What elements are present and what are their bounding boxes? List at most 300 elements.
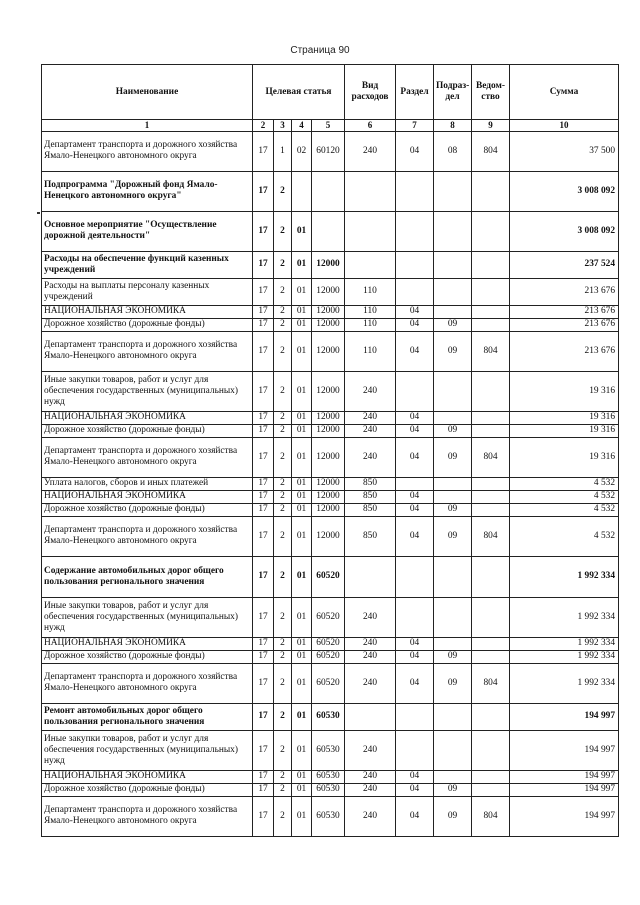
expense-type bbox=[345, 211, 396, 251]
amount: 1 992 334 bbox=[510, 597, 619, 637]
program-code: 17 bbox=[253, 637, 274, 650]
department-code bbox=[472, 171, 510, 211]
activity-code: 01 bbox=[292, 424, 312, 437]
subprogram-code: 2 bbox=[274, 477, 292, 490]
amount: 213 676 bbox=[510, 331, 619, 371]
direction-code: 60530 bbox=[312, 783, 345, 796]
header-expense-type: Вид расходов bbox=[345, 65, 396, 120]
program-code: 17 bbox=[253, 477, 274, 490]
column-number: 1 bbox=[42, 120, 253, 132]
amount: 213 676 bbox=[510, 318, 619, 331]
subsection-code: 09 bbox=[434, 663, 472, 703]
column-number: 7 bbox=[396, 120, 434, 132]
subprogram-code: 2 bbox=[274, 305, 292, 318]
program-code: 17 bbox=[253, 503, 274, 516]
subprogram-code: 2 bbox=[274, 318, 292, 331]
section-code: 04 bbox=[396, 331, 434, 371]
row-name: Дорожное хозяйство (дорожные фонды) bbox=[42, 503, 253, 516]
subsection-code: 09 bbox=[434, 503, 472, 516]
program-code: 17 bbox=[253, 703, 274, 730]
section-code: 04 bbox=[396, 411, 434, 424]
table-row bbox=[42, 211, 619, 251]
section-code bbox=[396, 371, 434, 411]
table-row bbox=[42, 730, 619, 770]
subsection-code: 08 bbox=[434, 131, 472, 171]
column-number: 6 bbox=[345, 120, 396, 132]
expense-type: 240 bbox=[345, 783, 396, 796]
activity-code: 01 bbox=[292, 278, 312, 305]
row-name: НАЦИОНАЛЬНАЯ ЭКОНОМИКА bbox=[42, 490, 253, 503]
column-number: 4 bbox=[292, 120, 312, 132]
section-code bbox=[396, 171, 434, 211]
activity-code: 01 bbox=[292, 770, 312, 783]
column-number: 10 bbox=[510, 120, 619, 132]
table-row bbox=[42, 251, 619, 278]
direction-code: 60520 bbox=[312, 650, 345, 663]
row-name: Ремонт автомобильных дорог общего пользования регионального значения bbox=[42, 703, 253, 730]
subprogram-code: 2 bbox=[274, 703, 292, 730]
expense-type: 240 bbox=[345, 796, 396, 836]
row-name: Иные закупки товаров, работ и услуг для обеспечения государственных (муниципальных) нужд bbox=[42, 730, 253, 770]
page-number: Страница 90 bbox=[290, 45, 350, 56]
subsection-code bbox=[434, 251, 472, 278]
subprogram-code: 2 bbox=[274, 650, 292, 663]
subprogram-code: 2 bbox=[274, 730, 292, 770]
expense-type: 850 bbox=[345, 503, 396, 516]
expense-type bbox=[345, 703, 396, 730]
subprogram-code: 2 bbox=[274, 490, 292, 503]
department-code bbox=[472, 770, 510, 783]
subprogram-code: 2 bbox=[274, 424, 292, 437]
activity-code: 01 bbox=[292, 516, 312, 556]
department-code: 804 bbox=[472, 663, 510, 703]
expense-type: 850 bbox=[345, 477, 396, 490]
amount: 19 316 bbox=[510, 437, 619, 477]
table-row bbox=[42, 503, 619, 516]
program-code: 17 bbox=[253, 278, 274, 305]
subprogram-code: 2 bbox=[274, 663, 292, 703]
table-row bbox=[42, 331, 619, 371]
amount: 3 008 092 bbox=[510, 211, 619, 251]
subprogram-code: 2 bbox=[274, 371, 292, 411]
table-row bbox=[42, 371, 619, 411]
header-sum: Сумма bbox=[510, 65, 619, 120]
expense-type: 240 bbox=[345, 597, 396, 637]
department-code bbox=[472, 703, 510, 730]
department-code bbox=[472, 305, 510, 318]
row-name: Департамент транспорта и дорожного хозяйства Ямало-Ненецкого автономного округа bbox=[42, 331, 253, 371]
table-row bbox=[42, 770, 619, 783]
section-code: 04 bbox=[396, 650, 434, 663]
scan-mark bbox=[37, 212, 40, 214]
column-number: 8 bbox=[434, 120, 472, 132]
amount: 4 532 bbox=[510, 477, 619, 490]
expense-type: 850 bbox=[345, 490, 396, 503]
program-code: 17 bbox=[253, 331, 274, 371]
subprogram-code: 2 bbox=[274, 211, 292, 251]
expense-type: 240 bbox=[345, 371, 396, 411]
program-code: 17 bbox=[253, 663, 274, 703]
column-number: 5 bbox=[312, 120, 345, 132]
activity-code: 01 bbox=[292, 703, 312, 730]
subsection-code bbox=[434, 490, 472, 503]
expense-type: 240 bbox=[345, 730, 396, 770]
section-code bbox=[396, 278, 434, 305]
program-code: 17 bbox=[253, 556, 274, 597]
activity-code bbox=[292, 171, 312, 211]
program-code: 17 bbox=[253, 411, 274, 424]
row-name: Департамент транспорта и дорожного хозяйства Ямало-Ненецкого автономного округа bbox=[42, 516, 253, 556]
subsection-code: 09 bbox=[434, 650, 472, 663]
subsection-code bbox=[434, 730, 472, 770]
direction-code: 60520 bbox=[312, 663, 345, 703]
subsection-code: 09 bbox=[434, 424, 472, 437]
header-subsection: Подраз-дел bbox=[434, 65, 472, 120]
direction-code: 12000 bbox=[312, 305, 345, 318]
direction-code: 60530 bbox=[312, 796, 345, 836]
amount: 237 524 bbox=[510, 251, 619, 278]
department-code bbox=[472, 477, 510, 490]
amount: 4 532 bbox=[510, 503, 619, 516]
program-code: 17 bbox=[253, 730, 274, 770]
subsection-code: 09 bbox=[434, 783, 472, 796]
department-code bbox=[472, 211, 510, 251]
section-code: 04 bbox=[396, 318, 434, 331]
direction-code: 12000 bbox=[312, 424, 345, 437]
table-row bbox=[42, 783, 619, 796]
subsection-code: 09 bbox=[434, 331, 472, 371]
section-code: 04 bbox=[396, 305, 434, 318]
direction-code: 12000 bbox=[312, 371, 345, 411]
row-name: Департамент транспорта и дорожного хозяйства Ямало-Ненецкого автономного округа bbox=[42, 437, 253, 477]
row-name: Департамент транспорта и дорожного хозяйства Ямало-Ненецкого автономного округа bbox=[42, 131, 253, 171]
section-code: 04 bbox=[396, 424, 434, 437]
program-code: 17 bbox=[253, 437, 274, 477]
amount: 213 676 bbox=[510, 278, 619, 305]
subprogram-code: 2 bbox=[274, 278, 292, 305]
expense-type: 110 bbox=[345, 318, 396, 331]
subsection-code bbox=[434, 411, 472, 424]
subprogram-code: 2 bbox=[274, 770, 292, 783]
section-code: 04 bbox=[396, 783, 434, 796]
table-row bbox=[42, 663, 619, 703]
direction-code: 12000 bbox=[312, 437, 345, 477]
activity-code: 01 bbox=[292, 251, 312, 278]
column-number-row bbox=[42, 120, 619, 132]
program-code: 17 bbox=[253, 770, 274, 783]
direction-code: 12000 bbox=[312, 490, 345, 503]
subsection-code bbox=[434, 597, 472, 637]
row-name: НАЦИОНАЛЬНАЯ ЭКОНОМИКА bbox=[42, 770, 253, 783]
activity-code: 02 bbox=[292, 131, 312, 171]
amount: 194 997 bbox=[510, 783, 619, 796]
section-code: 04 bbox=[396, 503, 434, 516]
subprogram-code: 2 bbox=[274, 556, 292, 597]
column-number: 9 bbox=[472, 120, 510, 132]
table-row bbox=[42, 796, 619, 836]
expense-type bbox=[345, 251, 396, 278]
table-row bbox=[42, 411, 619, 424]
activity-code: 01 bbox=[292, 730, 312, 770]
direction-code: 60120 bbox=[312, 131, 345, 171]
column-number: 2 bbox=[253, 120, 274, 132]
expense-type bbox=[345, 556, 396, 597]
row-name: Подпрограмма "Дорожный фонд Ямало-Ненецкого автономного округа" bbox=[42, 171, 253, 211]
table-row bbox=[42, 490, 619, 503]
subsection-code bbox=[434, 305, 472, 318]
subsection-code bbox=[434, 371, 472, 411]
subprogram-code: 2 bbox=[274, 637, 292, 650]
row-name: НАЦИОНАЛЬНАЯ ЭКОНОМИКА bbox=[42, 637, 253, 650]
activity-code: 01 bbox=[292, 783, 312, 796]
program-code: 17 bbox=[253, 516, 274, 556]
table-row bbox=[42, 556, 619, 597]
department-code: 804 bbox=[472, 331, 510, 371]
expense-type: 240 bbox=[345, 411, 396, 424]
header-section: Раздел bbox=[396, 65, 434, 120]
table-row bbox=[42, 424, 619, 437]
subsection-code bbox=[434, 703, 472, 730]
subsection-code: 09 bbox=[434, 437, 472, 477]
row-name: Дорожное хозяйство (дорожные фонды) bbox=[42, 318, 253, 331]
amount: 3 008 092 bbox=[510, 171, 619, 211]
program-code: 17 bbox=[253, 424, 274, 437]
program-code: 17 bbox=[253, 171, 274, 211]
section-code: 04 bbox=[396, 490, 434, 503]
program-code: 17 bbox=[253, 318, 274, 331]
department-code bbox=[472, 318, 510, 331]
amount: 19 316 bbox=[510, 424, 619, 437]
row-name: Департамент транспорта и дорожного хозяйства Ямало-Ненецкого автономного округа bbox=[42, 796, 253, 836]
section-code: 04 bbox=[396, 796, 434, 836]
section-code bbox=[396, 597, 434, 637]
activity-code: 01 bbox=[292, 650, 312, 663]
table-row bbox=[42, 305, 619, 318]
expense-type: 240 bbox=[345, 770, 396, 783]
expense-type: 240 bbox=[345, 424, 396, 437]
section-code: 04 bbox=[396, 637, 434, 650]
direction-code: 60530 bbox=[312, 730, 345, 770]
table-row bbox=[42, 637, 619, 650]
row-name: Основное мероприятие "Осуществление дорожной деятельности" bbox=[42, 211, 253, 251]
activity-code: 01 bbox=[292, 503, 312, 516]
table-row bbox=[42, 516, 619, 556]
direction-code: 12000 bbox=[312, 516, 345, 556]
column-number: 3 bbox=[274, 120, 292, 132]
direction-code: 60530 bbox=[312, 770, 345, 783]
activity-code: 01 bbox=[292, 437, 312, 477]
direction-code: 12000 bbox=[312, 331, 345, 371]
activity-code: 01 bbox=[292, 637, 312, 650]
table-row bbox=[42, 650, 619, 663]
direction-code: 12000 bbox=[312, 503, 345, 516]
direction-code: 12000 bbox=[312, 477, 345, 490]
program-code: 17 bbox=[253, 490, 274, 503]
subprogram-code: 2 bbox=[274, 251, 292, 278]
subprogram-code: 2 bbox=[274, 171, 292, 211]
row-name: НАЦИОНАЛЬНАЯ ЭКОНОМИКА bbox=[42, 411, 253, 424]
amount: 4 532 bbox=[510, 516, 619, 556]
direction-code: 60520 bbox=[312, 597, 345, 637]
table-row bbox=[42, 278, 619, 305]
direction-code: 12000 bbox=[312, 251, 345, 278]
row-name: Расходы на обеспечение функций казенных учреждений bbox=[42, 251, 253, 278]
expense-type: 110 bbox=[345, 305, 396, 318]
department-code bbox=[472, 556, 510, 597]
activity-code: 01 bbox=[292, 411, 312, 424]
department-code bbox=[472, 371, 510, 411]
section-code: 04 bbox=[396, 770, 434, 783]
department-code bbox=[472, 424, 510, 437]
subprogram-code: 2 bbox=[274, 783, 292, 796]
row-name: НАЦИОНАЛЬНАЯ ЭКОНОМИКА bbox=[42, 305, 253, 318]
subprogram-code: 2 bbox=[274, 503, 292, 516]
budget-table bbox=[41, 64, 619, 837]
section-code: 04 bbox=[396, 131, 434, 171]
row-name: Департамент транспорта и дорожного хозяйства Ямало-Ненецкого автономного округа bbox=[42, 663, 253, 703]
row-name: Содержание автомобильных дорог общего пользования регионального значения bbox=[42, 556, 253, 597]
section-code bbox=[396, 251, 434, 278]
expense-type: 110 bbox=[345, 331, 396, 371]
row-name: Дорожное хозяйство (дорожные фонды) bbox=[42, 650, 253, 663]
subsection-code bbox=[434, 278, 472, 305]
subprogram-code: 2 bbox=[274, 437, 292, 477]
section-code bbox=[396, 703, 434, 730]
row-name: Иные закупки товаров, работ и услуг для обеспечения государственных (муниципальных) нужд bbox=[42, 371, 253, 411]
subsection-code: 09 bbox=[434, 516, 472, 556]
section-code bbox=[396, 477, 434, 490]
expense-type: 850 bbox=[345, 516, 396, 556]
activity-code: 01 bbox=[292, 556, 312, 597]
amount: 194 997 bbox=[510, 770, 619, 783]
subsection-code bbox=[434, 477, 472, 490]
activity-code: 01 bbox=[292, 597, 312, 637]
direction-code bbox=[312, 171, 345, 211]
row-name: Расходы на выплаты персоналу казенных учреждений bbox=[42, 278, 253, 305]
direction-code: 12000 bbox=[312, 411, 345, 424]
activity-code: 01 bbox=[292, 490, 312, 503]
program-code: 17 bbox=[253, 796, 274, 836]
table-row bbox=[42, 131, 619, 171]
activity-code: 01 bbox=[292, 305, 312, 318]
program-code: 17 bbox=[253, 305, 274, 318]
direction-code: 60530 bbox=[312, 703, 345, 730]
subsection-code bbox=[434, 556, 472, 597]
subsection-code: 09 bbox=[434, 318, 472, 331]
department-code: 804 bbox=[472, 796, 510, 836]
program-code: 17 bbox=[253, 251, 274, 278]
activity-code: 01 bbox=[292, 477, 312, 490]
amount: 194 997 bbox=[510, 703, 619, 730]
program-code: 17 bbox=[253, 597, 274, 637]
amount: 4 532 bbox=[510, 490, 619, 503]
program-code: 17 bbox=[253, 131, 274, 171]
direction-code: 12000 bbox=[312, 318, 345, 331]
header-department: Ведом-ство bbox=[472, 65, 510, 120]
table-row bbox=[42, 171, 619, 211]
subsection-code bbox=[434, 637, 472, 650]
department-code: 804 bbox=[472, 437, 510, 477]
activity-code: 01 bbox=[292, 331, 312, 371]
department-code bbox=[472, 503, 510, 516]
department-code bbox=[472, 650, 510, 663]
department-code bbox=[472, 278, 510, 305]
activity-code: 01 bbox=[292, 371, 312, 411]
department-code bbox=[472, 490, 510, 503]
subprogram-code: 2 bbox=[274, 597, 292, 637]
section-code bbox=[396, 556, 434, 597]
section-code bbox=[396, 730, 434, 770]
activity-code: 01 bbox=[292, 663, 312, 703]
subsection-code bbox=[434, 770, 472, 783]
amount: 1 992 334 bbox=[510, 637, 619, 650]
department-code bbox=[472, 411, 510, 424]
department-code bbox=[472, 637, 510, 650]
program-code: 17 bbox=[253, 371, 274, 411]
direction-code bbox=[312, 211, 345, 251]
subprogram-code: 2 bbox=[274, 516, 292, 556]
department-code bbox=[472, 730, 510, 770]
expense-type: 110 bbox=[345, 278, 396, 305]
row-name: Дорожное хозяйство (дорожные фонды) bbox=[42, 783, 253, 796]
direction-code: 12000 bbox=[312, 278, 345, 305]
section-code: 04 bbox=[396, 437, 434, 477]
row-name: Дорожное хозяйство (дорожные фонды) bbox=[42, 424, 253, 437]
department-code bbox=[472, 783, 510, 796]
header-row bbox=[42, 65, 619, 120]
amount: 1 992 334 bbox=[510, 556, 619, 597]
subprogram-code: 2 bbox=[274, 411, 292, 424]
expense-type: 240 bbox=[345, 437, 396, 477]
row-name: Уплата налогов, сборов и иных платежей bbox=[42, 477, 253, 490]
program-code: 17 bbox=[253, 783, 274, 796]
department-code bbox=[472, 251, 510, 278]
amount: 194 997 bbox=[510, 796, 619, 836]
header-name: Наименование bbox=[42, 65, 253, 120]
amount: 1 992 334 bbox=[510, 650, 619, 663]
direction-code: 60520 bbox=[312, 556, 345, 597]
expense-type bbox=[345, 171, 396, 211]
expense-type: 240 bbox=[345, 637, 396, 650]
table-row bbox=[42, 597, 619, 637]
amount: 37 500 bbox=[510, 131, 619, 171]
activity-code: 01 bbox=[292, 318, 312, 331]
header-target-article: Целевая статья bbox=[253, 65, 345, 120]
subprogram-code: 1 bbox=[274, 131, 292, 171]
section-code: 04 bbox=[396, 663, 434, 703]
subprogram-code: 2 bbox=[274, 331, 292, 371]
activity-code: 01 bbox=[292, 796, 312, 836]
department-code bbox=[472, 597, 510, 637]
section-code bbox=[396, 211, 434, 251]
table-row bbox=[42, 703, 619, 730]
subprogram-code: 2 bbox=[274, 796, 292, 836]
program-code: 17 bbox=[253, 650, 274, 663]
amount: 19 316 bbox=[510, 371, 619, 411]
expense-type: 240 bbox=[345, 131, 396, 171]
expense-type: 240 bbox=[345, 650, 396, 663]
table-row bbox=[42, 477, 619, 490]
expense-type: 240 bbox=[345, 663, 396, 703]
department-code: 804 bbox=[472, 516, 510, 556]
row-name: Иные закупки товаров, работ и услуг для обеспечения государственных (муниципальных) нужд bbox=[42, 597, 253, 637]
subsection-code: 09 bbox=[434, 796, 472, 836]
amount: 194 997 bbox=[510, 730, 619, 770]
direction-code: 60520 bbox=[312, 637, 345, 650]
table-row bbox=[42, 437, 619, 477]
department-code: 804 bbox=[472, 131, 510, 171]
amount: 213 676 bbox=[510, 305, 619, 318]
